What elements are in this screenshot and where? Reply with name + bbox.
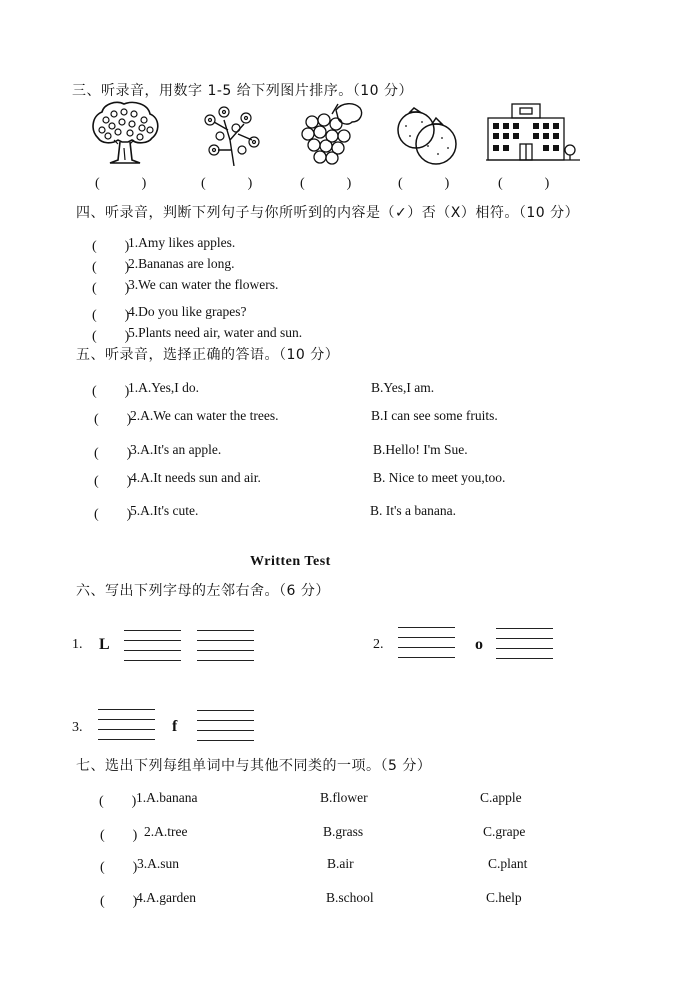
judge-sentence-2: 2.Bananas are long. [128,256,235,271]
choice-answer-2[interactable]: ( ) [94,412,132,427]
picture-answer-2[interactable]: ( ) [201,176,253,191]
section7-heading: 七、选出下列每组单词中与其他不同类的一项。（5 分） [76,758,432,774]
oranges-icon [392,102,460,168]
choice-option-1b: B.Yes,I am. [371,380,435,395]
picture-answer-1[interactable]: ( ) [95,176,147,191]
picture-answer-5[interactable]: ( ) [498,176,550,191]
letter-question-2-number: 2. [373,637,384,652]
choice-answer-5[interactable]: ( ) [94,507,132,522]
judge-answer-4[interactable]: ( ) [92,308,130,323]
choice-option-3a: 3.A.It's an apple. [130,442,222,457]
judge-sentence-1: 1.Amy likes apples. [128,235,236,250]
section4-heading: 四、听录音，判断下列句子与你所听到的内容是（✓）否（X）相符。（10 分） [76,205,580,221]
judge-answer-3[interactable]: ( ) [92,281,130,296]
section5-heading: 五、听录音，选择正确的答语。（10 分） [76,347,340,363]
odd-one-option-1a: 1.A.banana [136,790,198,805]
odd-one-option-4a: 4.A.garden [136,890,196,905]
letter-question-1-number: 1. [72,637,83,652]
flower-icon [194,100,264,166]
judge-sentence-3: 3.We can water the flowers. [128,277,279,292]
picture-answer-4[interactable]: ( ) [398,176,450,191]
section3-heading: 三、听录音，用数字 1-5 给下列图片排序。（10 分） [72,83,414,99]
choice-option-5b: B. It's a banana. [370,503,457,518]
odd-one-option-4b: B.school [326,890,374,905]
letter-question-3-number: 3. [72,720,83,735]
tree-icon [88,100,162,166]
choice-option-1a: 1.A.Yes,I do. [128,380,200,395]
odd-one-option-2c: C.grape [483,824,526,839]
grapes-icon [298,100,368,170]
odd-one-option-1c: C.apple [480,790,522,805]
written-test-title: Written Test [250,554,331,569]
odd-one-answer-1[interactable]: ( ) [99,794,137,809]
choice-answer-3[interactable]: ( ) [94,446,132,461]
picture-answer-3[interactable]: ( ) [300,176,352,191]
judge-answer-5[interactable]: ( ) [92,329,130,344]
odd-one-answer-4[interactable]: ( ) [100,894,138,909]
odd-one-answer-2[interactable]: ( ) [100,828,138,843]
judge-answer-1[interactable]: ( ) [92,239,130,254]
odd-one-option-2b: B.grass [323,824,364,839]
odd-one-answer-3[interactable]: ( ) [100,860,138,875]
writing-lines-3a[interactable] [98,709,155,739]
letter-question-3-letter: f [172,718,178,735]
letter-question-2-letter: o [475,636,483,653]
letter-question-1-letter: L [99,636,110,653]
writing-lines-2a[interactable] [398,627,455,657]
odd-one-option-1b: B.flower [320,790,368,805]
odd-one-option-2a: 2.A.tree [144,824,188,839]
odd-one-option-3b: B.air [327,856,354,871]
writing-lines-1a[interactable] [124,630,181,660]
choice-option-5a: 5.A.It's cute. [130,503,199,518]
choice-answer-4[interactable]: ( ) [94,474,132,489]
choice-option-4b: B. Nice to meet you,too. [373,470,506,485]
writing-lines-2b[interactable] [496,628,553,658]
choice-option-4a: 4.A.It needs sun and air. [130,470,261,485]
choice-option-2b: B.I can see some fruits. [371,408,498,423]
choice-option-3b: B.Hello! I'm Sue. [373,442,468,457]
writing-lines-1b[interactable] [197,630,254,660]
school-icon [484,98,582,162]
writing-lines-3b[interactable] [197,710,254,740]
judge-answer-2[interactable]: ( ) [92,260,130,275]
choice-option-2a: 2.A.We can water the trees. [130,408,279,423]
judge-sentence-4: 4.Do you like grapes? [128,304,247,319]
choice-answer-1[interactable]: ( ) [92,384,130,399]
odd-one-option-3a: 3.A.sun [137,856,180,871]
judge-sentence-5: 5.Plants need air, water and sun. [128,325,303,340]
odd-one-option-3c: C.plant [488,856,528,871]
section6-heading: 六、写出下列字母的左邻右舍。（6 分） [76,583,330,599]
odd-one-option-4c: C.help [486,890,522,905]
